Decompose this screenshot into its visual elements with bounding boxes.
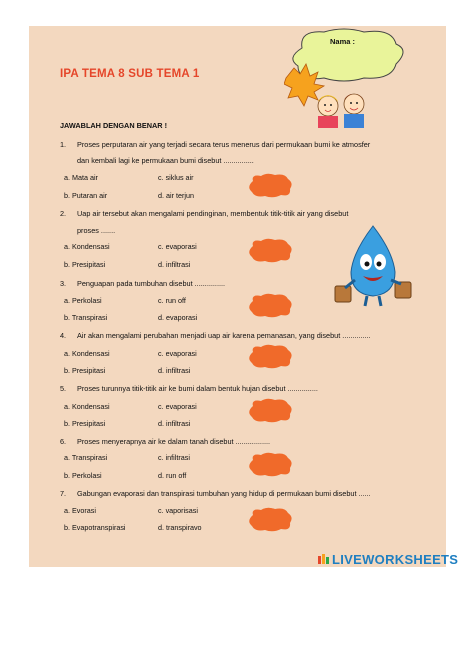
option-d: d. air terjun xyxy=(158,191,194,200)
question-number: 3. xyxy=(60,279,67,288)
option-d: d. transpiravo xyxy=(158,523,202,532)
option-d: d. infiltrasi xyxy=(158,419,191,428)
question-number: 4. xyxy=(60,331,67,340)
question-text: Air akan mengalami perubahan menjadi uap air karena pemanasan, yang disebut .............. xyxy=(77,331,371,340)
answer-drop-zone[interactable] xyxy=(247,293,293,318)
question-text: Penguapan pada tumbuhan disebut ............... xyxy=(77,279,226,288)
option-d: d. infiltrasi xyxy=(158,260,191,269)
option-d: d. infiltrasi xyxy=(158,366,191,375)
answer-drop-zone[interactable] xyxy=(247,398,293,423)
option-b: b. Evapotranspirasi xyxy=(64,523,126,532)
question-number: 1. xyxy=(60,140,67,149)
option-a: a. Kondensasi xyxy=(64,349,110,358)
option-a: a. Transpirasi xyxy=(64,453,108,462)
question-number: 6. xyxy=(60,437,67,446)
option-b: b. Transpirasi xyxy=(64,313,108,322)
answer-drop-zone[interactable] xyxy=(247,344,293,369)
option-c: c. evaporasi xyxy=(158,242,197,251)
question-text: Proses perputaran air yang terjadi secara terus menerus dari permukaan bumi ke atmosfer xyxy=(77,140,371,149)
option-b: b. Presipitasi xyxy=(64,260,106,269)
option-a: a. Perkolasi xyxy=(64,296,102,305)
option-c: c. run off xyxy=(158,296,186,305)
worksheet-title: IPA TEMA 8 SUB TEMA 1 xyxy=(60,68,200,80)
name-label: Nama : xyxy=(330,37,356,46)
question-text: Proses menyerapnya air ke dalam tanah disebut ................. xyxy=(77,437,271,446)
liveworksheets-brand: LIVEWORKSHEETS xyxy=(332,552,459,567)
question-text: Proses turunnya titik-titik air ke bumi dalam bentuk hujan disebut ............... xyxy=(77,384,318,393)
option-d: d. evaporasi xyxy=(158,313,198,322)
instruction-text: JAWABLAH DENGAN BENAR ! xyxy=(60,121,168,130)
option-a: a. Mata air xyxy=(64,173,98,182)
option-b: b. Presipitasi xyxy=(64,419,106,428)
question-text: proses ....... xyxy=(77,226,116,235)
option-c: c. vaporisasi xyxy=(158,506,198,515)
option-b: b. Presipitasi xyxy=(64,366,106,375)
liveworksheets-logo-icon xyxy=(318,554,330,566)
question-text: Uap air tersebut akan mengalami pendinginan, membentuk titik-titik air yang disebut xyxy=(77,209,349,218)
answer-drop-zone[interactable] xyxy=(247,452,293,477)
option-b: b. Putaran air xyxy=(64,191,108,200)
question-number: 7. xyxy=(60,489,67,498)
option-a: a. Kondensasi xyxy=(64,402,110,411)
option-d: d. run off xyxy=(158,471,187,480)
option-c: c. infiltrasi xyxy=(158,453,190,462)
option-c: c. evaporasi xyxy=(158,349,197,358)
question-number: 2. xyxy=(60,209,67,218)
answer-drop-zone[interactable] xyxy=(247,507,293,532)
question-number: 5. xyxy=(60,384,67,393)
option-c: c. siklus air xyxy=(158,173,194,182)
question-text: dan kembali lagi ke permukaan bumi disebut ............... xyxy=(77,156,254,165)
option-a: a. Evorasi xyxy=(64,506,96,515)
water-drop-mascot-illustration xyxy=(333,224,413,309)
answer-drop-zone[interactable] xyxy=(247,238,293,263)
option-b: b. Perkolasi xyxy=(64,471,102,480)
question-text: Gabungan evaporasi dan transpirasi tumbuhan yang hidup di permukaan bumi disebut ...... xyxy=(77,489,371,498)
option-c: c. evaporasi xyxy=(158,402,197,411)
option-a: a. Kondensasi xyxy=(64,242,110,251)
answer-drop-zone[interactable] xyxy=(247,173,293,198)
